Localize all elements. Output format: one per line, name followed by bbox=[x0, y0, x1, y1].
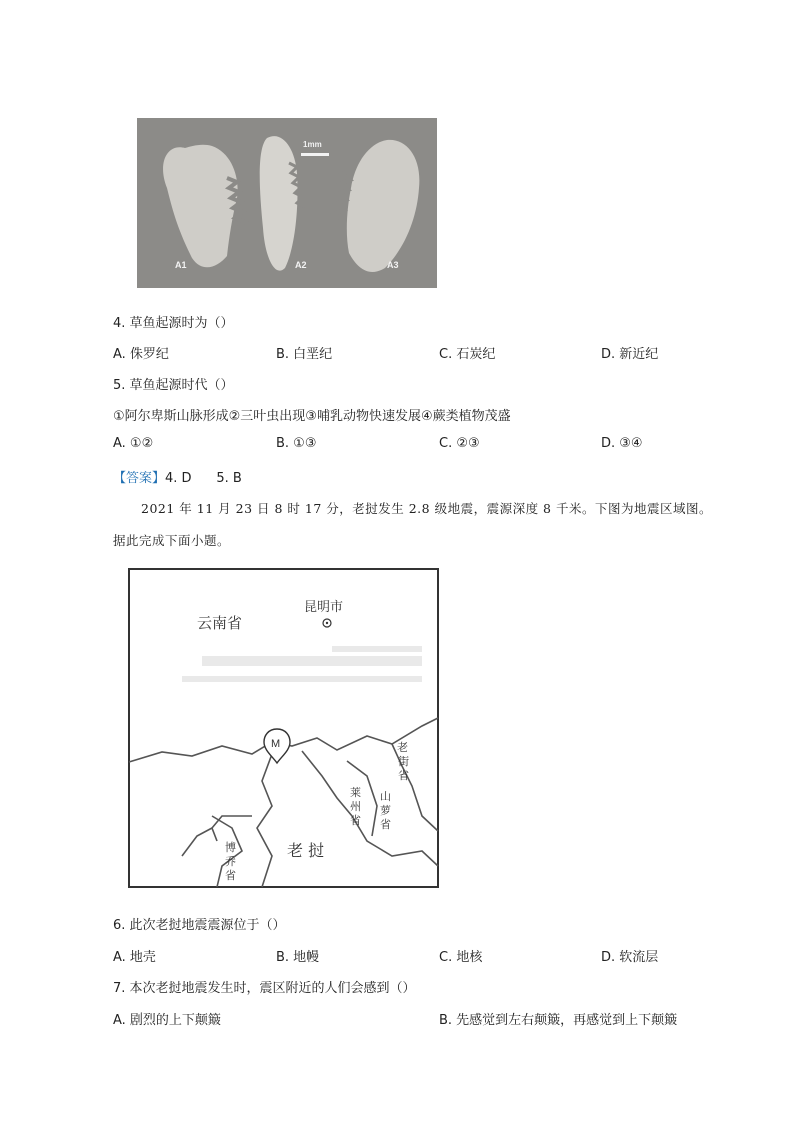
region-shanluo-char-2: 萝 bbox=[380, 804, 391, 817]
answer-tag: 【答案】 bbox=[113, 471, 166, 486]
q7-stem: 7. 本次老挝地震发生时，震区附近的人们会感到（） bbox=[113, 981, 416, 996]
earthquake-region-map bbox=[122, 566, 442, 892]
q6-stem: 6. 此次老挝地震震源位于（） bbox=[113, 918, 286, 933]
region-laojie-char-3: 省 bbox=[398, 769, 409, 782]
answer-line bbox=[113, 467, 242, 486]
q5-statements: ①阿尔卑斯山脉形成②三叶虫出现③哺乳动物快速发展④蕨类植物茂盛 bbox=[113, 409, 511, 424]
fossil-teeth-image bbox=[137, 118, 437, 288]
q4-option-a: A. 侏罗纪 bbox=[113, 347, 169, 362]
region-laojie-char-1: 老 bbox=[397, 741, 408, 754]
epicenter-marker-label: M bbox=[271, 738, 281, 750]
region-laojie-char-2: 街 bbox=[398, 755, 409, 768]
region-shanluo-char-1: 山 bbox=[380, 790, 391, 803]
label-a1: A1 bbox=[175, 260, 187, 270]
q4-stem: 4. 草鱼起源时为（） bbox=[113, 316, 234, 331]
map-svg bbox=[122, 566, 442, 892]
intro-line-2: 据此完成下面小题。 bbox=[113, 533, 231, 548]
scale-label: 1mm bbox=[303, 140, 322, 149]
map-city-label: 昆明市 bbox=[304, 600, 344, 615]
label-a2: A2 bbox=[295, 260, 307, 270]
region-boqiao-char-2: 乔 bbox=[225, 855, 236, 868]
q6-option-a: A. 地壳 bbox=[113, 950, 156, 965]
q5-option-b: B. ①③ bbox=[276, 436, 317, 451]
q6-option-d: D. 软流层 bbox=[601, 950, 659, 965]
region-boqiao-char-1: 博 bbox=[225, 841, 236, 854]
region-laizhou-char-3: 省 bbox=[350, 814, 361, 827]
q6-option-c: C. 地核 bbox=[439, 950, 483, 965]
answer-text: 4. D 5. B bbox=[165, 471, 242, 486]
q7-option-b: B. 先感觉到左右颠簸，再感觉到上下颠簸 bbox=[439, 1013, 678, 1028]
q4-option-c: C. 石炭纪 bbox=[439, 347, 496, 362]
q5-stem: 5. 草鱼起源时代（） bbox=[113, 378, 234, 393]
q7-option-a: A. 剧烈的上下颠簸 bbox=[113, 1013, 221, 1028]
q4-option-b: B. 白垩纪 bbox=[276, 347, 333, 362]
fossil-figure bbox=[137, 118, 437, 288]
q5-option-d: D. ③④ bbox=[601, 436, 643, 451]
region-laizhou-char-2: 州 bbox=[350, 800, 361, 813]
region-boqiao-char-3: 省 bbox=[225, 869, 236, 882]
q6-option-b: B. 地幔 bbox=[276, 950, 320, 965]
q4-option-d: D. 新近纪 bbox=[601, 347, 659, 362]
intro-line-1: 2021 年 11 月 23 日 8 时 17 分，老挝发生 2.8 级地震，震源深度 8 千米。下图为地震区域图。 bbox=[141, 501, 712, 516]
q5-option-a: A. ①② bbox=[113, 436, 154, 451]
map-province-label: 云南省 bbox=[197, 614, 243, 632]
region-shanluo-char-3: 省 bbox=[380, 818, 391, 831]
region-laizhou-char-1: 莱 bbox=[350, 786, 361, 799]
label-a3: A3 bbox=[387, 260, 399, 270]
map-country-label: 老 挝 bbox=[287, 841, 325, 860]
q5-option-c: C. ②③ bbox=[439, 436, 480, 451]
